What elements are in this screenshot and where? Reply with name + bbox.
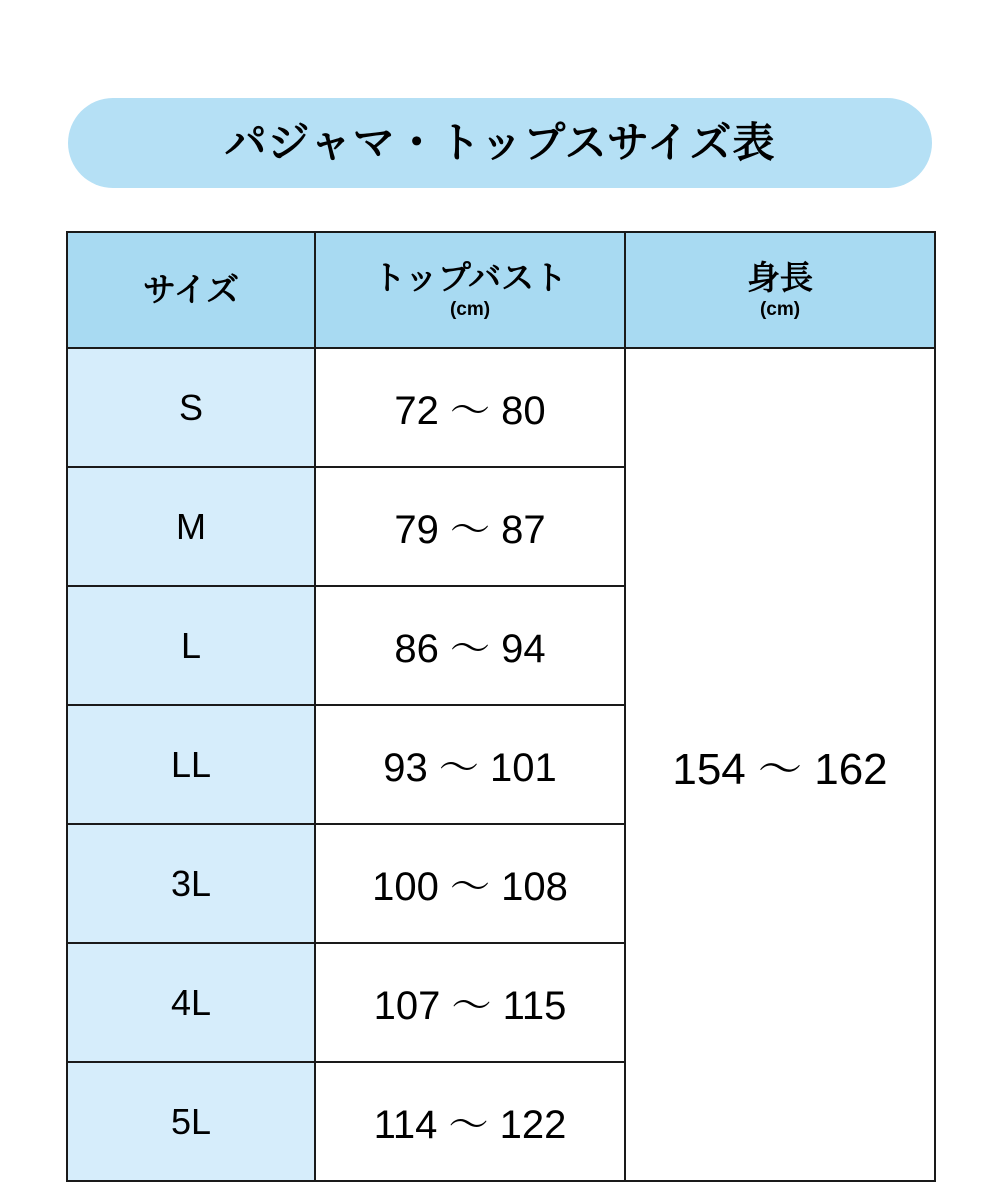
cell-top-bust: 72 ～ 80	[315, 348, 625, 467]
page-title: パジャマ・トップスサイズ表	[224, 119, 776, 166]
size-table	[66, 231, 936, 1182]
cell-top-bust: 107 ～ 115	[315, 943, 625, 1062]
column-header-top-bust: トップバスト (cm)	[315, 232, 625, 348]
title-banner	[68, 98, 932, 188]
cell-size: 3L	[67, 824, 315, 943]
cell-size: 5L	[67, 1062, 315, 1181]
cell-top-bust: 86 ～ 94	[315, 586, 625, 705]
column-header-size: サイズ	[67, 232, 315, 348]
table-header-row	[67, 232, 935, 348]
table-row	[67, 348, 935, 467]
column-header-height: 身長 (cm)	[625, 232, 935, 348]
cell-size: LL	[67, 705, 315, 824]
cell-size: 4L	[67, 943, 315, 1062]
cell-size: S	[67, 348, 315, 467]
cell-size: M	[67, 467, 315, 586]
cell-top-bust: 79 ～ 87	[315, 467, 625, 586]
cell-top-bust: 100 ～ 108	[315, 824, 625, 943]
cell-size: L	[67, 586, 315, 705]
cell-top-bust: 93 ～ 101	[315, 705, 625, 824]
cell-height-merged: 154 ～ 162	[625, 348, 935, 1181]
cell-top-bust: 114 ～ 122	[315, 1062, 625, 1181]
